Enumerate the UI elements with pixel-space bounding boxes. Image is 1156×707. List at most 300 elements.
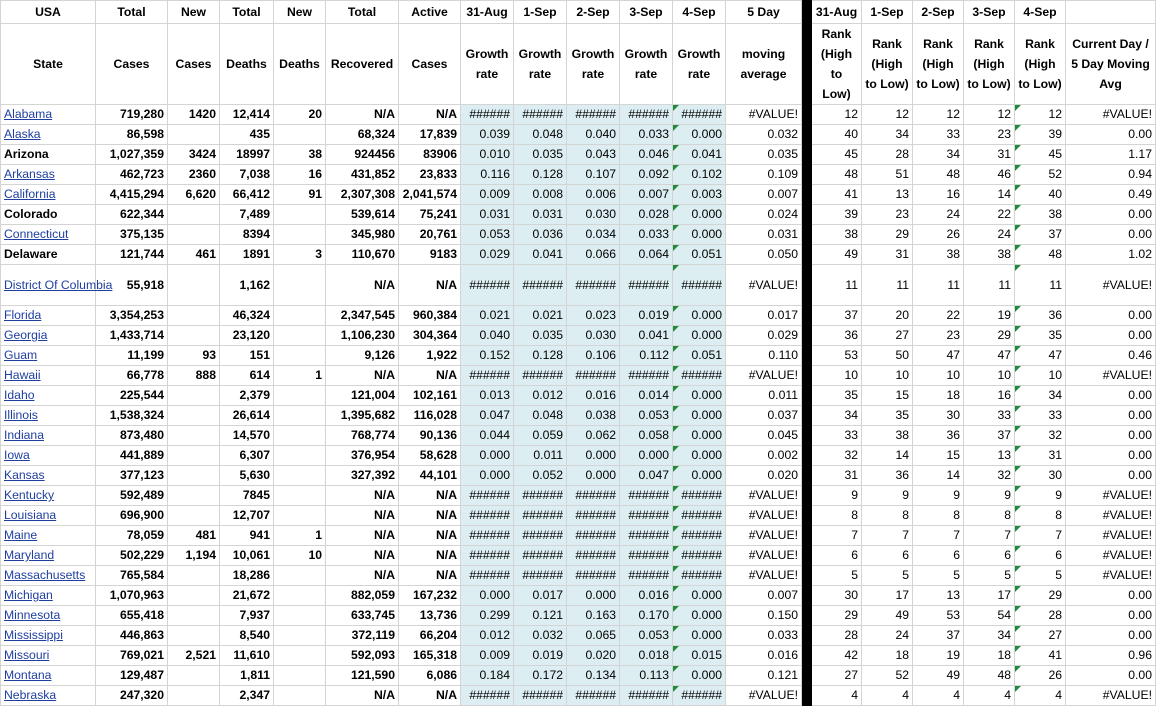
rank-cell[interactable]: 23 bbox=[964, 125, 1015, 145]
rank-cell[interactable]: 23 bbox=[862, 205, 913, 225]
header-cell[interactable]: 3-Sep bbox=[964, 1, 1015, 24]
header-cell[interactable]: Rank (High to Low) bbox=[913, 24, 964, 105]
data-cell[interactable] bbox=[274, 486, 326, 506]
rank-cell[interactable]: 42 bbox=[812, 646, 862, 666]
growth-rate-cell[interactable]: 0.041 bbox=[620, 326, 673, 346]
ratio-cell[interactable]: 0.00 bbox=[1066, 225, 1156, 245]
state-name-cell[interactable]: Georgia bbox=[1, 326, 96, 346]
rank-cell[interactable]: 41 bbox=[1015, 646, 1066, 666]
header-cell[interactable]: Growth rate bbox=[567, 24, 620, 105]
rank-cell[interactable]: 4 bbox=[964, 686, 1015, 706]
rank-cell[interactable]: 28 bbox=[862, 145, 913, 165]
growth-rate-cell[interactable]: 0.006 bbox=[567, 185, 620, 205]
header-cell[interactable]: 4-Sep bbox=[1015, 1, 1066, 24]
rank-cell[interactable]: 5 bbox=[862, 566, 913, 586]
data-cell[interactable]: 2,379 bbox=[220, 386, 274, 406]
growth-rate-cell[interactable]: 0.021 bbox=[514, 306, 567, 326]
rank-cell[interactable]: 24 bbox=[913, 205, 964, 225]
growth-rate-cell[interactable]: ###### bbox=[567, 265, 620, 306]
rank-cell[interactable]: 8 bbox=[913, 506, 964, 526]
header-cell[interactable]: Deaths bbox=[274, 24, 326, 105]
data-cell[interactable]: 10,061 bbox=[220, 546, 274, 566]
data-cell[interactable] bbox=[274, 306, 326, 326]
data-cell[interactable]: 44,101 bbox=[399, 466, 461, 486]
growth-rate-cell[interactable]: ###### bbox=[620, 265, 673, 306]
state-name-cell[interactable]: Delaware bbox=[1, 245, 96, 265]
header-cell[interactable]: New bbox=[274, 1, 326, 24]
data-cell[interactable]: N/A bbox=[399, 105, 461, 125]
rank-cell[interactable]: 18 bbox=[913, 386, 964, 406]
data-cell[interactable]: 121,744 bbox=[96, 245, 168, 265]
data-cell[interactable]: 655,418 bbox=[96, 606, 168, 626]
rank-cell[interactable]: 8 bbox=[964, 506, 1015, 526]
rank-cell[interactable]: 7 bbox=[964, 526, 1015, 546]
data-cell[interactable] bbox=[168, 386, 220, 406]
data-cell[interactable]: N/A bbox=[399, 366, 461, 386]
data-cell[interactable]: 1,070,963 bbox=[96, 586, 168, 606]
data-cell[interactable]: 960,384 bbox=[399, 306, 461, 326]
data-cell[interactable]: 1,027,359 bbox=[96, 145, 168, 165]
growth-rate-cell[interactable]: ###### bbox=[567, 546, 620, 566]
data-cell[interactable] bbox=[274, 626, 326, 646]
rank-cell[interactable]: 13 bbox=[913, 586, 964, 606]
growth-rate-cell[interactable]: ###### bbox=[673, 686, 726, 706]
state-name-cell[interactable]: Hawaii bbox=[1, 366, 96, 386]
rank-cell[interactable]: 28 bbox=[812, 626, 862, 646]
growth-rate-cell[interactable]: 0.000 bbox=[673, 225, 726, 245]
growth-rate-cell[interactable]: 0.000 bbox=[673, 125, 726, 145]
rank-cell[interactable]: 10 bbox=[862, 366, 913, 386]
data-cell[interactable]: N/A bbox=[399, 566, 461, 586]
data-cell[interactable]: 23,833 bbox=[399, 165, 461, 185]
rank-cell[interactable]: 36 bbox=[1015, 306, 1066, 326]
growth-rate-cell[interactable]: 0.184 bbox=[461, 666, 514, 686]
header-cell[interactable]: Deaths bbox=[220, 24, 274, 105]
rank-cell[interactable]: 26 bbox=[913, 225, 964, 245]
growth-rate-cell[interactable]: ###### bbox=[461, 105, 514, 125]
rank-cell[interactable]: 15 bbox=[913, 446, 964, 466]
rank-cell[interactable]: 13 bbox=[862, 185, 913, 205]
growth-rate-cell[interactable]: 0.032 bbox=[514, 626, 567, 646]
ratio-cell[interactable]: 0.49 bbox=[1066, 185, 1156, 205]
ratio-cell[interactable]: #VALUE! bbox=[1066, 105, 1156, 125]
data-cell[interactable] bbox=[168, 606, 220, 626]
rank-cell[interactable]: 34 bbox=[862, 125, 913, 145]
rank-cell[interactable]: 24 bbox=[964, 225, 1015, 245]
data-cell[interactable]: 165,318 bbox=[399, 646, 461, 666]
data-cell[interactable] bbox=[274, 606, 326, 626]
growth-rate-cell[interactable]: 0.000 bbox=[567, 466, 620, 486]
header-cell[interactable]: Growth rate bbox=[461, 24, 514, 105]
growth-rate-cell[interactable]: 0.019 bbox=[620, 306, 673, 326]
data-cell[interactable]: 376,954 bbox=[326, 446, 399, 466]
rank-cell[interactable]: 14 bbox=[862, 446, 913, 466]
rank-cell[interactable]: 36 bbox=[862, 466, 913, 486]
rank-cell[interactable]: 22 bbox=[964, 205, 1015, 225]
data-cell[interactable]: 151 bbox=[220, 346, 274, 366]
rank-cell[interactable]: 31 bbox=[862, 245, 913, 265]
data-cell[interactable]: N/A bbox=[326, 526, 399, 546]
data-cell[interactable]: 86,598 bbox=[96, 125, 168, 145]
growth-rate-cell[interactable]: 0.000 bbox=[673, 306, 726, 326]
data-cell[interactable]: 7,937 bbox=[220, 606, 274, 626]
data-cell[interactable]: N/A bbox=[399, 546, 461, 566]
data-cell[interactable]: 502,229 bbox=[96, 546, 168, 566]
growth-rate-cell[interactable]: 0.013 bbox=[461, 386, 514, 406]
data-cell[interactable]: 2360 bbox=[168, 165, 220, 185]
rank-cell[interactable]: 34 bbox=[913, 145, 964, 165]
growth-rate-cell[interactable]: 0.040 bbox=[461, 326, 514, 346]
data-cell[interactable]: 38 bbox=[274, 145, 326, 165]
rank-cell[interactable]: 18 bbox=[964, 646, 1015, 666]
moving-average-cell[interactable]: #VALUE! bbox=[726, 366, 802, 386]
rank-cell[interactable]: 27 bbox=[1015, 626, 1066, 646]
growth-rate-cell[interactable]: ###### bbox=[461, 506, 514, 526]
data-cell[interactable]: 121,004 bbox=[326, 386, 399, 406]
growth-rate-cell[interactable]: ###### bbox=[514, 366, 567, 386]
rank-cell[interactable]: 51 bbox=[862, 165, 913, 185]
rank-cell[interactable]: 23 bbox=[913, 326, 964, 346]
growth-rate-cell[interactable]: ###### bbox=[461, 686, 514, 706]
data-cell[interactable]: 1 bbox=[274, 526, 326, 546]
moving-average-cell[interactable]: 0.016 bbox=[726, 646, 802, 666]
moving-average-cell[interactable]: #VALUE! bbox=[726, 526, 802, 546]
ratio-cell[interactable]: 1.17 bbox=[1066, 145, 1156, 165]
state-name-cell[interactable]: Montana bbox=[1, 666, 96, 686]
data-cell[interactable]: 3424 bbox=[168, 145, 220, 165]
growth-rate-cell[interactable]: 0.028 bbox=[620, 205, 673, 225]
rank-cell[interactable]: 12 bbox=[862, 105, 913, 125]
data-cell[interactable] bbox=[274, 406, 326, 426]
data-cell[interactable]: 539,614 bbox=[326, 205, 399, 225]
rank-cell[interactable]: 7 bbox=[812, 526, 862, 546]
data-cell[interactable] bbox=[274, 205, 326, 225]
growth-rate-cell[interactable]: 0.012 bbox=[461, 626, 514, 646]
rank-cell[interactable]: 52 bbox=[862, 666, 913, 686]
rank-cell[interactable]: 48 bbox=[913, 165, 964, 185]
data-cell[interactable]: 614 bbox=[220, 366, 274, 386]
rank-cell[interactable]: 33 bbox=[913, 125, 964, 145]
growth-rate-cell[interactable]: 0.065 bbox=[567, 626, 620, 646]
state-name-cell[interactable]: Massachusetts bbox=[1, 566, 96, 586]
state-name-cell[interactable]: California bbox=[1, 185, 96, 205]
growth-rate-cell[interactable]: 0.107 bbox=[567, 165, 620, 185]
growth-rate-cell[interactable]: ###### bbox=[620, 546, 673, 566]
header-cell[interactable]: 5 Day bbox=[726, 1, 802, 24]
data-cell[interactable]: 225,544 bbox=[96, 386, 168, 406]
growth-rate-cell[interactable]: ###### bbox=[514, 265, 567, 306]
data-cell[interactable]: 66,778 bbox=[96, 366, 168, 386]
ratio-cell[interactable]: 0.00 bbox=[1066, 306, 1156, 326]
state-name-cell[interactable]: Arizona bbox=[1, 145, 96, 165]
rank-cell[interactable]: 11 bbox=[812, 265, 862, 306]
ratio-cell[interactable]: 0.00 bbox=[1066, 446, 1156, 466]
growth-rate-cell[interactable]: ###### bbox=[567, 526, 620, 546]
data-cell[interactable]: 633,745 bbox=[326, 606, 399, 626]
growth-rate-cell[interactable]: ###### bbox=[514, 486, 567, 506]
growth-rate-cell[interactable]: ###### bbox=[461, 546, 514, 566]
state-name-cell[interactable]: Illinois bbox=[1, 406, 96, 426]
data-cell[interactable]: 90,136 bbox=[399, 426, 461, 446]
ratio-cell[interactable]: 0.96 bbox=[1066, 646, 1156, 666]
growth-rate-cell[interactable]: 0.000 bbox=[673, 205, 726, 225]
growth-rate-cell[interactable]: 0.007 bbox=[620, 185, 673, 205]
growth-rate-cell[interactable]: 0.036 bbox=[514, 225, 567, 245]
moving-average-cell[interactable]: #VALUE! bbox=[726, 546, 802, 566]
rank-cell[interactable]: 12 bbox=[812, 105, 862, 125]
growth-rate-cell[interactable]: 0.044 bbox=[461, 426, 514, 446]
ratio-cell[interactable]: 0.00 bbox=[1066, 326, 1156, 346]
data-cell[interactable] bbox=[168, 686, 220, 706]
growth-rate-cell[interactable]: 0.031 bbox=[514, 205, 567, 225]
header-cell[interactable]: Current Day / 5 Day Moving Avg bbox=[1066, 24, 1156, 105]
growth-rate-cell[interactable]: 0.066 bbox=[567, 245, 620, 265]
growth-rate-cell[interactable]: ###### bbox=[567, 506, 620, 526]
header-cell[interactable]: New bbox=[168, 1, 220, 24]
ratio-cell[interactable]: 0.00 bbox=[1066, 426, 1156, 446]
data-cell[interactable]: 2,307,308 bbox=[326, 185, 399, 205]
rank-cell[interactable]: 31 bbox=[812, 466, 862, 486]
data-cell[interactable]: 2,347 bbox=[220, 686, 274, 706]
rank-cell[interactable]: 35 bbox=[1015, 326, 1066, 346]
moving-average-cell[interactable]: 0.037 bbox=[726, 406, 802, 426]
moving-average-cell[interactable]: 0.109 bbox=[726, 165, 802, 185]
data-cell[interactable] bbox=[168, 205, 220, 225]
data-cell[interactable]: 17,839 bbox=[399, 125, 461, 145]
growth-rate-cell[interactable]: 0.116 bbox=[461, 165, 514, 185]
data-cell[interactable]: N/A bbox=[326, 105, 399, 125]
rank-cell[interactable]: 11 bbox=[964, 265, 1015, 306]
growth-rate-cell[interactable]: 0.035 bbox=[514, 326, 567, 346]
state-name-cell[interactable]: Guam bbox=[1, 346, 96, 366]
rank-cell[interactable]: 40 bbox=[1015, 185, 1066, 205]
data-cell[interactable]: 622,344 bbox=[96, 205, 168, 225]
data-cell[interactable]: N/A bbox=[326, 265, 399, 306]
data-cell[interactable]: 446,863 bbox=[96, 626, 168, 646]
state-name-cell[interactable]: Kentucky bbox=[1, 486, 96, 506]
data-cell[interactable]: N/A bbox=[326, 506, 399, 526]
data-cell[interactable]: 78,059 bbox=[96, 526, 168, 546]
rank-cell[interactable]: 10 bbox=[913, 366, 964, 386]
ratio-cell[interactable]: #VALUE! bbox=[1066, 506, 1156, 526]
rank-cell[interactable]: 6 bbox=[964, 546, 1015, 566]
data-cell[interactable]: 377,123 bbox=[96, 466, 168, 486]
data-cell[interactable]: 2,521 bbox=[168, 646, 220, 666]
rank-cell[interactable]: 9 bbox=[964, 486, 1015, 506]
rank-cell[interactable]: 52 bbox=[1015, 165, 1066, 185]
header-cell[interactable]: Rank (High to Low) bbox=[964, 24, 1015, 105]
data-cell[interactable]: N/A bbox=[399, 506, 461, 526]
growth-rate-cell[interactable]: 0.033 bbox=[620, 125, 673, 145]
state-name-cell[interactable]: Indiana bbox=[1, 426, 96, 446]
data-cell[interactable]: 16 bbox=[274, 165, 326, 185]
data-cell[interactable]: 1891 bbox=[220, 245, 274, 265]
rank-cell[interactable]: 53 bbox=[913, 606, 964, 626]
data-cell[interactable]: 20,761 bbox=[399, 225, 461, 245]
data-cell[interactable]: 18997 bbox=[220, 145, 274, 165]
moving-average-cell[interactable]: 0.020 bbox=[726, 466, 802, 486]
rank-cell[interactable]: 34 bbox=[812, 406, 862, 426]
ratio-cell[interactable]: 0.00 bbox=[1066, 406, 1156, 426]
growth-rate-cell[interactable]: 0.170 bbox=[620, 606, 673, 626]
state-name-cell[interactable]: Connecticut bbox=[1, 225, 96, 245]
data-cell[interactable] bbox=[168, 446, 220, 466]
moving-average-cell[interactable]: 0.150 bbox=[726, 606, 802, 626]
data-cell[interactable]: 11,610 bbox=[220, 646, 274, 666]
growth-rate-cell[interactable]: 0.046 bbox=[620, 145, 673, 165]
data-cell[interactable]: N/A bbox=[326, 566, 399, 586]
ratio-cell[interactable]: 0.00 bbox=[1066, 606, 1156, 626]
rank-cell[interactable]: 49 bbox=[862, 606, 913, 626]
rank-cell[interactable]: 29 bbox=[862, 225, 913, 245]
state-name-cell[interactable]: Maryland bbox=[1, 546, 96, 566]
data-cell[interactable] bbox=[274, 666, 326, 686]
data-cell[interactable]: 4,415,294 bbox=[96, 185, 168, 205]
rank-cell[interactable]: 36 bbox=[812, 326, 862, 346]
growth-rate-cell[interactable]: 0.047 bbox=[461, 406, 514, 426]
rank-cell[interactable]: 8 bbox=[1015, 506, 1066, 526]
header-cell[interactable]: 2-Sep bbox=[567, 1, 620, 24]
growth-rate-cell[interactable]: ###### bbox=[461, 265, 514, 306]
data-cell[interactable]: 5,630 bbox=[220, 466, 274, 486]
data-cell[interactable]: 1420 bbox=[168, 105, 220, 125]
growth-rate-cell[interactable]: 0.014 bbox=[620, 386, 673, 406]
growth-rate-cell[interactable]: 0.053 bbox=[620, 626, 673, 646]
growth-rate-cell[interactable]: 0.035 bbox=[514, 145, 567, 165]
ratio-cell[interactable]: 0.00 bbox=[1066, 586, 1156, 606]
rank-cell[interactable]: 7 bbox=[862, 526, 913, 546]
data-cell[interactable]: 55,918 bbox=[96, 265, 168, 306]
data-cell[interactable]: 431,852 bbox=[326, 165, 399, 185]
header-cell[interactable]: Growth rate bbox=[673, 24, 726, 105]
rank-cell[interactable]: 47 bbox=[1015, 346, 1066, 366]
data-cell[interactable]: 873,480 bbox=[96, 426, 168, 446]
moving-average-cell[interactable]: 0.121 bbox=[726, 666, 802, 686]
growth-rate-cell[interactable]: 0.031 bbox=[461, 205, 514, 225]
growth-rate-cell[interactable]: 0.299 bbox=[461, 606, 514, 626]
data-cell[interactable]: 247,320 bbox=[96, 686, 168, 706]
rank-cell[interactable]: 29 bbox=[964, 326, 1015, 346]
state-name-cell[interactable]: Nebraska bbox=[1, 686, 96, 706]
ratio-cell[interactable]: 0.00 bbox=[1066, 666, 1156, 686]
rank-cell[interactable]: 17 bbox=[964, 586, 1015, 606]
data-cell[interactable]: 46,324 bbox=[220, 306, 274, 326]
data-cell[interactable] bbox=[168, 306, 220, 326]
data-cell[interactable]: 719,280 bbox=[96, 105, 168, 125]
rank-cell[interactable]: 54 bbox=[964, 606, 1015, 626]
growth-rate-cell[interactable]: ###### bbox=[673, 105, 726, 125]
rank-cell[interactable]: 50 bbox=[862, 346, 913, 366]
data-cell[interactable]: 75,241 bbox=[399, 205, 461, 225]
rank-cell[interactable]: 34 bbox=[964, 626, 1015, 646]
growth-rate-cell[interactable]: 0.034 bbox=[567, 225, 620, 245]
growth-rate-cell[interactable]: 0.051 bbox=[673, 245, 726, 265]
ratio-cell[interactable]: 0.46 bbox=[1066, 346, 1156, 366]
growth-rate-cell[interactable]: 0.053 bbox=[620, 406, 673, 426]
growth-rate-cell[interactable]: 0.000 bbox=[673, 586, 726, 606]
header-cell[interactable]: Growth rate bbox=[620, 24, 673, 105]
growth-rate-cell[interactable]: 0.000 bbox=[461, 446, 514, 466]
ratio-cell[interactable]: 1.02 bbox=[1066, 245, 1156, 265]
data-cell[interactable]: 1,194 bbox=[168, 546, 220, 566]
growth-rate-cell[interactable]: 0.016 bbox=[567, 386, 620, 406]
header-cell[interactable]: 1-Sep bbox=[862, 1, 913, 24]
growth-rate-cell[interactable]: ###### bbox=[620, 526, 673, 546]
rank-cell[interactable]: 17 bbox=[862, 586, 913, 606]
growth-rate-cell[interactable]: 0.064 bbox=[620, 245, 673, 265]
rank-cell[interactable]: 9 bbox=[913, 486, 964, 506]
growth-rate-cell[interactable]: 0.152 bbox=[461, 346, 514, 366]
rank-cell[interactable]: 9 bbox=[812, 486, 862, 506]
data-cell[interactable]: 769,021 bbox=[96, 646, 168, 666]
moving-average-cell[interactable]: 0.017 bbox=[726, 306, 802, 326]
rank-cell[interactable]: 31 bbox=[1015, 446, 1066, 466]
growth-rate-cell[interactable]: ###### bbox=[514, 546, 567, 566]
data-cell[interactable] bbox=[274, 686, 326, 706]
header-cell[interactable]: USA bbox=[1, 1, 96, 24]
data-cell[interactable]: 6,086 bbox=[399, 666, 461, 686]
rank-cell[interactable]: 6 bbox=[812, 546, 862, 566]
growth-rate-cell[interactable]: 0.000 bbox=[673, 606, 726, 626]
data-cell[interactable]: 116,028 bbox=[399, 406, 461, 426]
data-cell[interactable]: 66,204 bbox=[399, 626, 461, 646]
growth-rate-cell[interactable]: 0.003 bbox=[673, 185, 726, 205]
growth-rate-cell[interactable]: ###### bbox=[620, 566, 673, 586]
rank-cell[interactable]: 7 bbox=[1015, 526, 1066, 546]
moving-average-cell[interactable]: #VALUE! bbox=[726, 105, 802, 125]
moving-average-cell[interactable]: 0.024 bbox=[726, 205, 802, 225]
header-cell[interactable]: 3-Sep bbox=[620, 1, 673, 24]
rank-cell[interactable]: 29 bbox=[1015, 586, 1066, 606]
rank-cell[interactable]: 47 bbox=[913, 346, 964, 366]
header-cell[interactable]: Rank (High to Low) bbox=[1015, 24, 1066, 105]
growth-rate-cell[interactable]: ###### bbox=[567, 566, 620, 586]
rank-cell[interactable]: 18 bbox=[862, 646, 913, 666]
data-cell[interactable]: N/A bbox=[326, 686, 399, 706]
data-cell[interactable] bbox=[168, 566, 220, 586]
rank-cell[interactable]: 36 bbox=[913, 426, 964, 446]
growth-rate-cell[interactable]: 0.000 bbox=[673, 326, 726, 346]
state-name-cell[interactable]: Missouri bbox=[1, 646, 96, 666]
rank-cell[interactable]: 30 bbox=[913, 406, 964, 426]
growth-rate-cell[interactable]: 0.053 bbox=[461, 225, 514, 245]
moving-average-cell[interactable]: 0.032 bbox=[726, 125, 802, 145]
rank-cell[interactable]: 39 bbox=[1015, 125, 1066, 145]
rank-cell[interactable]: 53 bbox=[812, 346, 862, 366]
data-cell[interactable]: 2,041,574 bbox=[399, 185, 461, 205]
rank-cell[interactable]: 9 bbox=[1015, 486, 1066, 506]
rank-cell[interactable]: 15 bbox=[862, 386, 913, 406]
data-cell[interactable]: 435 bbox=[220, 125, 274, 145]
header-cell[interactable]: Rank (High to Low) bbox=[812, 24, 862, 105]
growth-rate-cell[interactable]: 0.018 bbox=[620, 646, 673, 666]
rank-cell[interactable]: 49 bbox=[913, 666, 964, 686]
growth-rate-cell[interactable]: ###### bbox=[514, 506, 567, 526]
data-cell[interactable] bbox=[274, 646, 326, 666]
growth-rate-cell[interactable]: 0.128 bbox=[514, 165, 567, 185]
data-cell[interactable]: N/A bbox=[399, 526, 461, 546]
rank-cell[interactable]: 4 bbox=[1015, 686, 1066, 706]
growth-rate-cell[interactable]: 0.033 bbox=[620, 225, 673, 245]
growth-rate-cell[interactable]: 0.000 bbox=[461, 466, 514, 486]
growth-rate-cell[interactable]: 0.012 bbox=[514, 386, 567, 406]
rank-cell[interactable]: 30 bbox=[812, 586, 862, 606]
growth-rate-cell[interactable]: 0.021 bbox=[461, 306, 514, 326]
growth-rate-cell[interactable]: 0.128 bbox=[514, 346, 567, 366]
data-cell[interactable]: 924456 bbox=[326, 145, 399, 165]
growth-rate-cell[interactable]: 0.010 bbox=[461, 145, 514, 165]
growth-rate-cell[interactable]: ###### bbox=[461, 366, 514, 386]
